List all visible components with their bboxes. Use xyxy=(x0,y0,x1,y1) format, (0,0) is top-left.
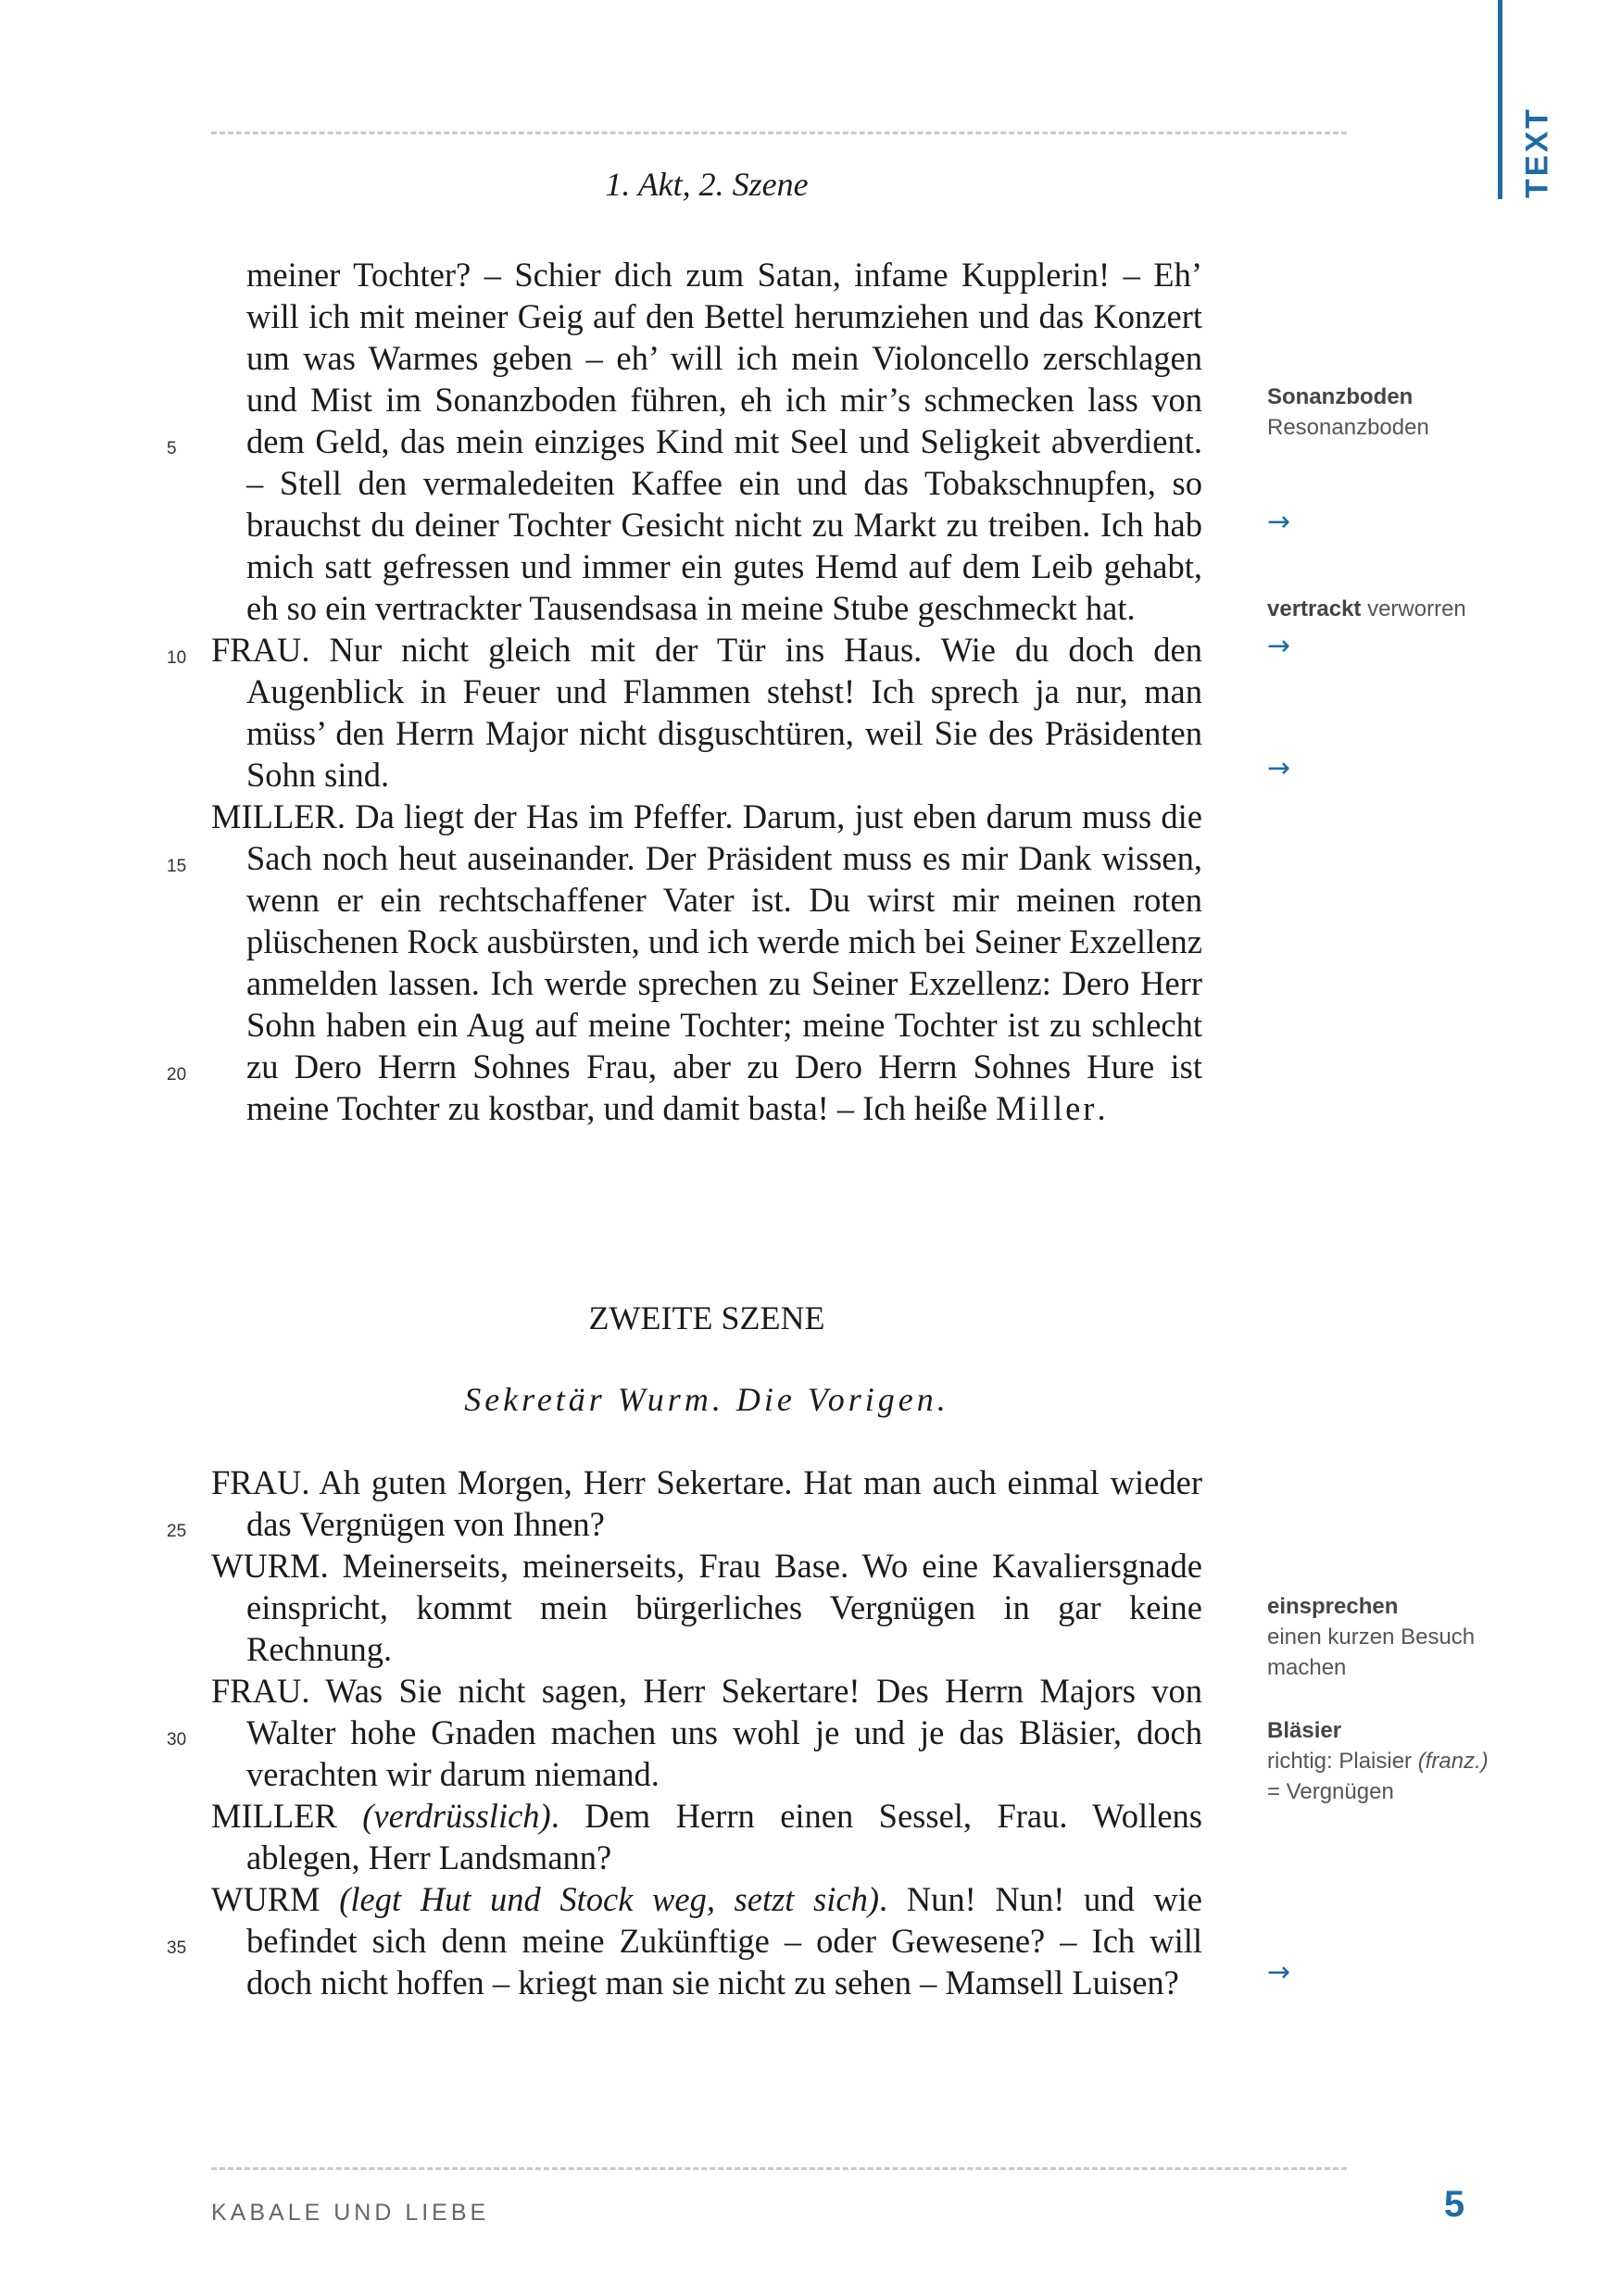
line-number: 15 xyxy=(167,857,187,876)
gloss-term: Bläsier xyxy=(1267,1718,1342,1743)
gloss-definition xyxy=(1267,1746,1545,1776)
footer-book-title: KABALE UND LIEBE xyxy=(211,2200,490,2226)
line-number: 35 xyxy=(167,1938,187,1958)
paragraph-frau-2: FRAU. Ah guten Morgen, Herr Sekertare. Hat man auch einmal wieder das Vergnügen von Ihnen? xyxy=(211,1463,1202,1543)
paragraph-wurm-2 xyxy=(211,1878,1202,2003)
gloss-definition: einen kurzen Besuch machen xyxy=(1267,1625,1476,1680)
paragraph-frau-1: FRAU. Nur nicht gleich mit der Tür ins Haus. Wie du doch den Augenblick in Feuer und Flammen stehst! Ich sprech ja nur, man müss’ den Herrn Major nicht disguschtüren, weil Sie des Präsidenten Sohn sind. xyxy=(211,631,1202,794)
gloss-term: vertrackt xyxy=(1267,596,1362,621)
arrow-right-icon[interactable]: → xyxy=(1267,752,1291,784)
arrow-right-icon[interactable]: → xyxy=(1267,1956,1291,1989)
line-number: 25 xyxy=(167,1522,187,1541)
paragraph-text: . Dem Herrn einen Sessel, Frau. Wollens ablegen, Herr Landsmann? xyxy=(246,1797,1202,1876)
gloss-vertrackt xyxy=(1267,594,1545,624)
gloss-blaesier xyxy=(1267,1715,1545,1807)
paragraph-text: MILLER. Da liegt der Has im Pfeffer. Darum, just eben darum muss die Sach noch heut auseinander. Der Präsident muss es mir Dank wissen, wenn er ein rechtschaffener Vater ist. Du wirst mir meinen roten plüschenen Rock ausbürsten, und ich werde mich bei Seiner Exzellenz anmelden lassen. Ich werde sprechen zu Seiner Exzellenz: Dero Herr Sohn haben ein Aug auf meine Tochter; meine Tochter ist zu schlecht zu Dero Herrn Sohnes Frau, aber zu Dero Herrn Sohnes Hure ist meine Tochter zu kostbar, und damit basta! – Ich heiße xyxy=(211,797,1202,1127)
gloss-definition-text: richtig: Plaisier xyxy=(1267,1749,1413,1774)
paragraph-miller-3 xyxy=(211,1795,1202,1878)
running-head: 1. Akt, 2. Szene xyxy=(605,166,809,203)
gloss-definition: Resonanzboden xyxy=(1267,415,1429,440)
side-tab-bar xyxy=(1498,0,1502,199)
speaker: WURM xyxy=(211,1880,320,1918)
stage-direction: (verdrüsslich) xyxy=(362,1797,551,1835)
paragraph-wurm-1: WURM. Meinerseits, meinerseits, Frau Base. Wo eine Kavaliersgnade einspricht, kommt mein bürgerliches Vergnügen in gar keine Rechnung. xyxy=(211,1547,1202,1668)
scene-subtitle: Sekretär Wurm. Die Vorigen. xyxy=(464,1381,949,1418)
arrow-right-icon[interactable]: → xyxy=(1267,506,1291,538)
line-number: 10 xyxy=(167,648,187,668)
scene-title: ZWEITE SZENE xyxy=(588,1299,825,1336)
line-number: 5 xyxy=(167,439,177,458)
gloss-definition-note: (franz.) xyxy=(1417,1749,1489,1774)
gloss-einsprechen xyxy=(1267,1591,1545,1683)
paragraph-miller-2 xyxy=(211,796,1202,1129)
page-number: 5 xyxy=(1443,2184,1465,2225)
passage-2 xyxy=(211,1462,1202,2003)
line-number: 30 xyxy=(167,1730,187,1750)
gloss-term: einsprechen xyxy=(1267,1594,1399,1619)
bottom-divider xyxy=(211,2167,1347,2170)
top-divider xyxy=(211,132,1347,134)
speaker: MILLER xyxy=(211,1797,337,1835)
line-number: 20 xyxy=(167,1065,187,1085)
side-tab-label: TEXT xyxy=(1519,107,1555,199)
paragraph-miller-continued: meiner Tochter? – Schier dich zum Satan, infame Kupplerin! – Eh’ will ich mit meiner Geig auf den Bettel herumziehen und das Konzert um was Warmes geben – eh’ will ich mein Violoncello zerschlagen und Mist im Sonanzboden führen, eh ich mir’s schmecken lass von dem Geld, das mein einziges Kind mit Seel und Seligkeit abverdient. – Stell den vermaledeiten Kaffee ein und das Tobakschnupfen, so brauchst du deiner Tochter Gesicht nicht zu Markt zu treiben. Ich hab mich satt gefressen und immer ein gutes Hemd auf dem Leib gehabt, eh so ein vertrackter Tausendsasa in meine Stube geschmeckt hat. xyxy=(246,256,1202,627)
gloss-term: Sonanzboden xyxy=(1267,384,1414,409)
paragraph-frau-3: FRAU. Was Sie nicht sagen, Herr Sekertare! Des Herrn Majors von Walter hohe Gnaden machen uns wohl je und je das Bläsier, doch verachten wir darum niemand. xyxy=(211,1672,1202,1793)
passage-1 xyxy=(211,254,1202,1129)
paragraph-end: . xyxy=(1097,1089,1106,1127)
gloss-definition: verworren xyxy=(1367,596,1466,621)
gloss-definition-suffix: = Vergnügen xyxy=(1267,1779,1394,1804)
arrow-right-icon[interactable]: → xyxy=(1267,630,1291,662)
paragraph-text: . Nun! Nun! und wie befindet sich denn meine Zukünftige – oder Gewesene? – Ich will doch nicht hoffen – kriegt man sie nicht zu sehen – Mamsell Luisen? xyxy=(246,1880,1202,2001)
gloss-sonanzboden xyxy=(1267,382,1545,443)
spaced-name: Miller xyxy=(996,1089,1098,1127)
stage-direction: (legt Hut und Stock weg, setzt sich) xyxy=(339,1880,879,1918)
